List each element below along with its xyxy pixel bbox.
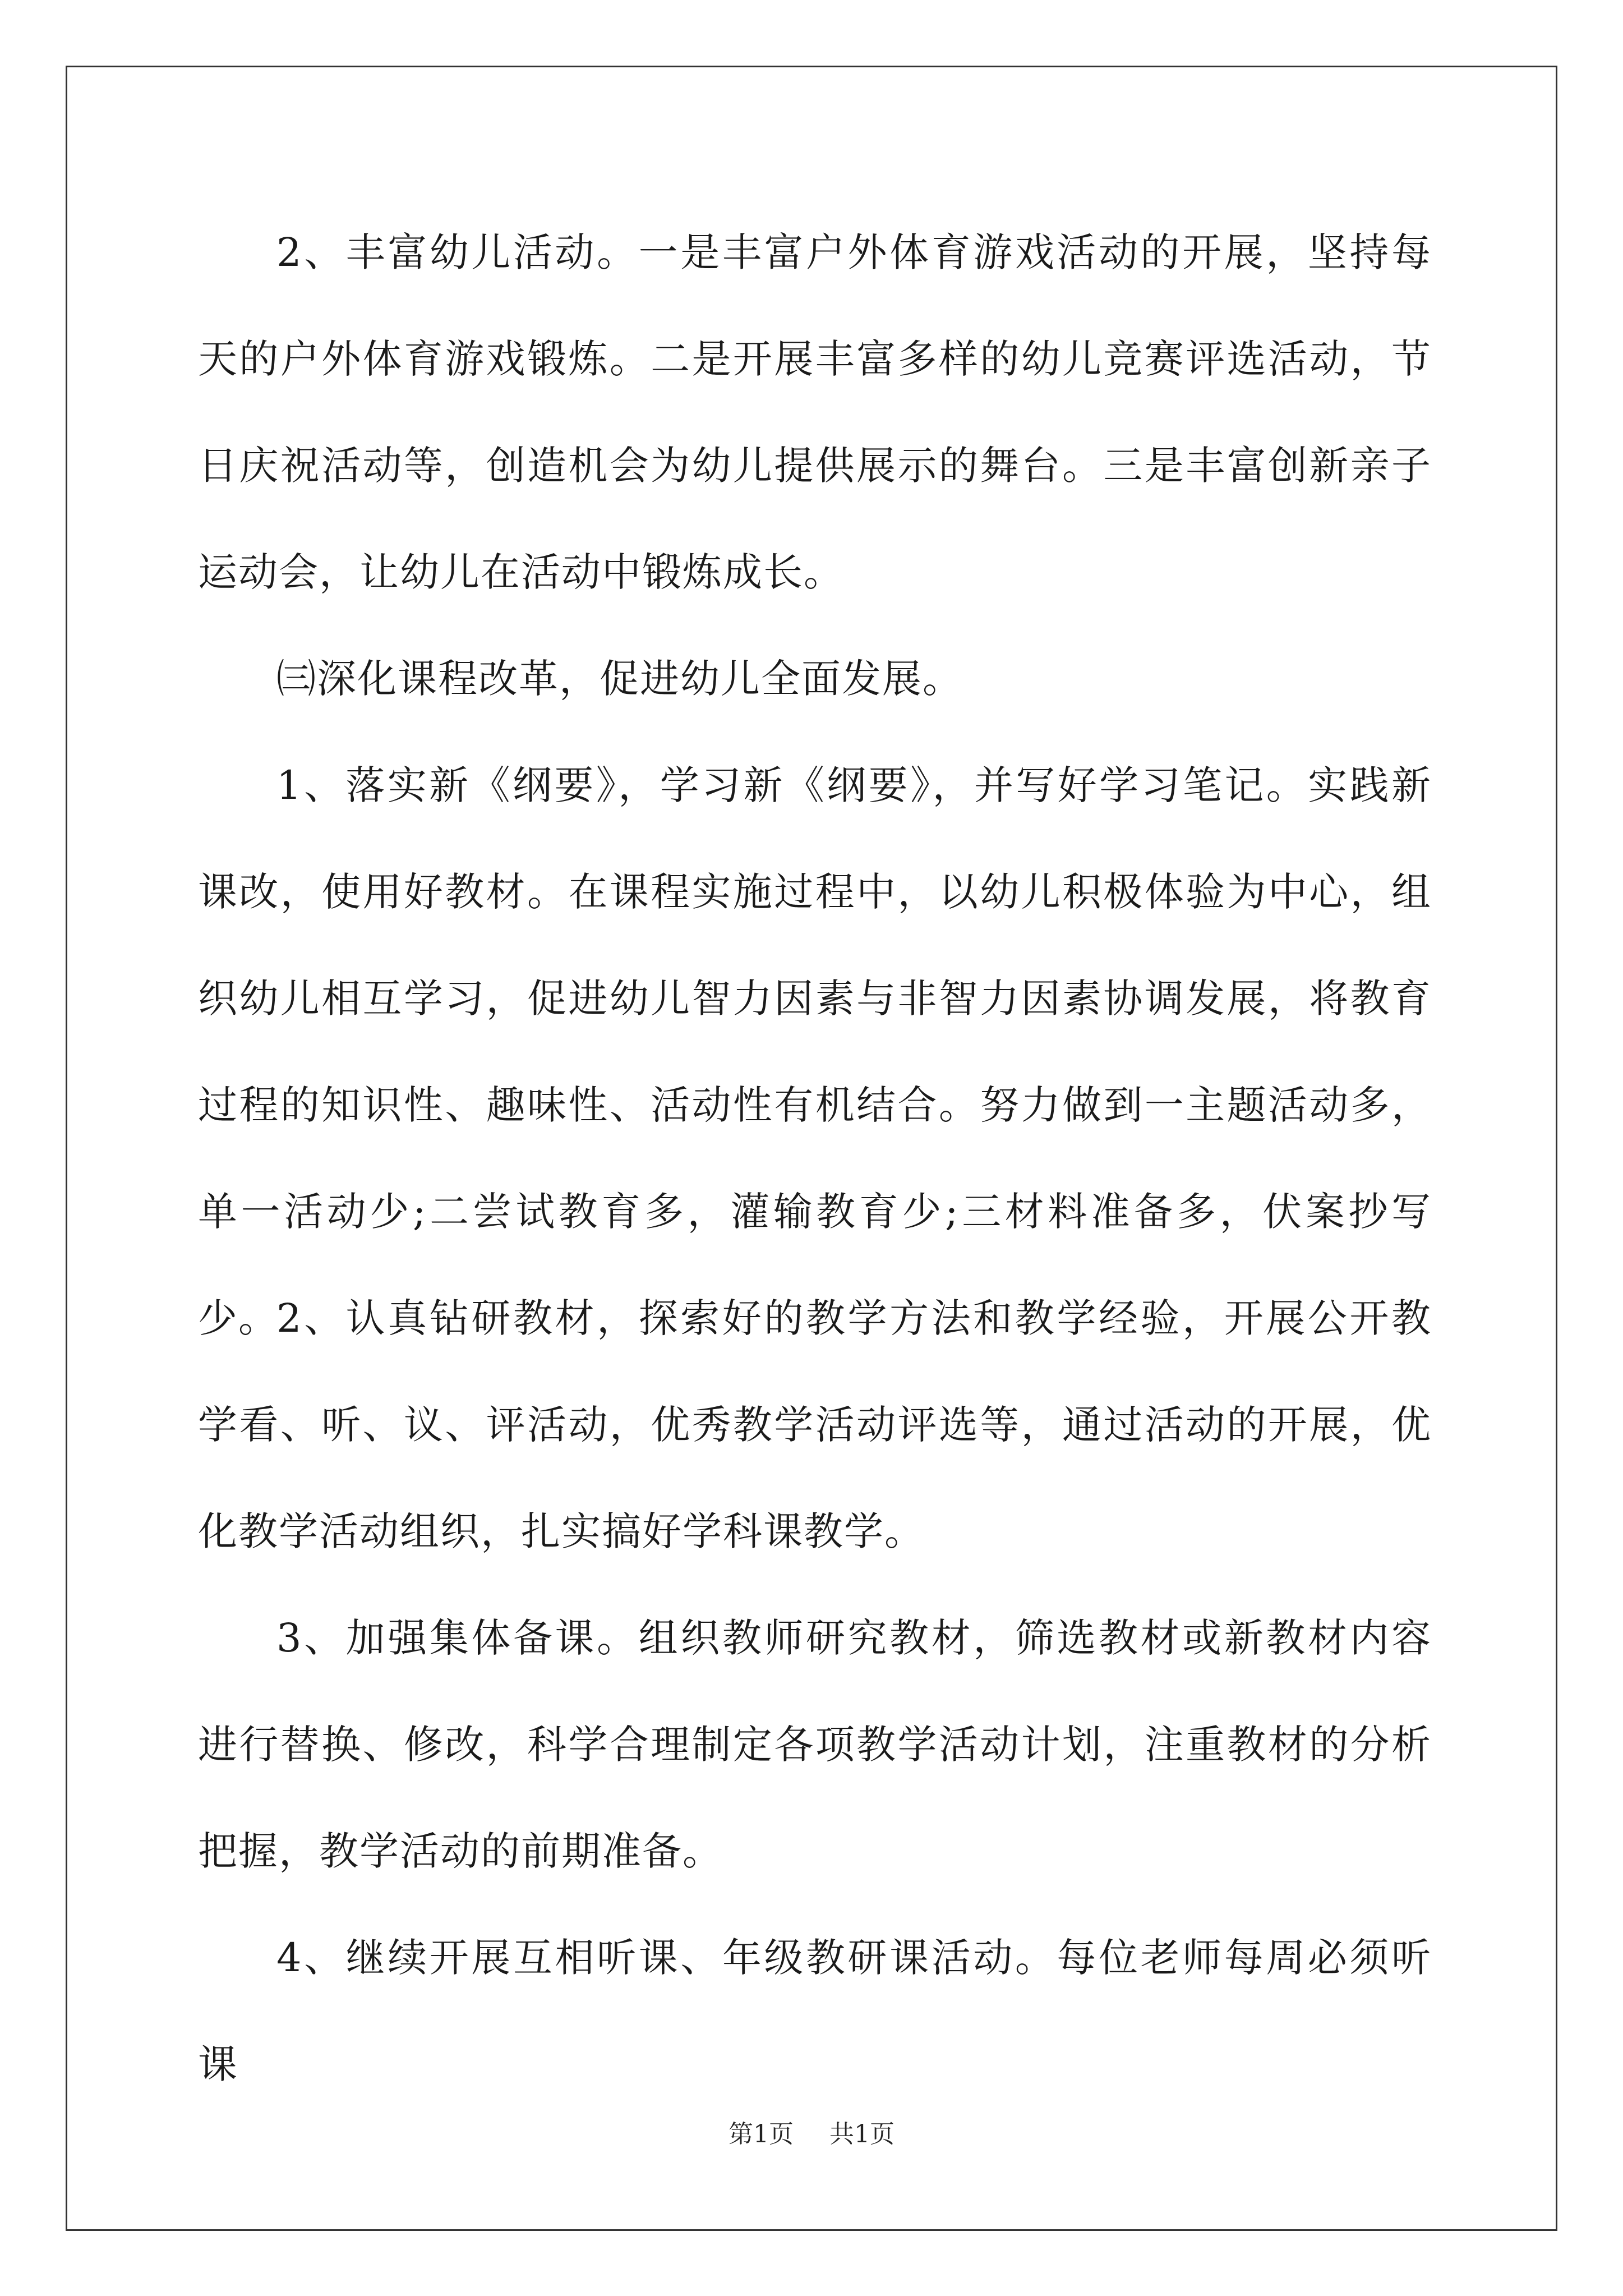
page-number-total: 共1页 <box>829 2120 895 2148</box>
paragraph-6: 4、继续开展互相听课、年级教研课活动。每位老师每周必须听课 <box>198 1935 1432 2087</box>
page-number-current: 第1页 <box>728 2120 794 2148</box>
paragraph-2: ㈢深化课程改革，促进幼儿全面发展。 <box>276 656 963 702</box>
paragraph-4: 2、认真钻研教材，探索好的教学方法和教学经验，开展公开教学看、听、议、评活动，优秀教学活动评选等，通过活动的开展，优化教学活动组织，扎实搞好学科课教学。 <box>198 1295 1432 1554</box>
page-footer <box>0 2118 1623 2151</box>
paragraph-3: 1、落实新《纲要》，学习新《纲要》，并写好学习笔记。实践新课改，使用好教材。在课程实施过程中，以幼儿积极体验为中心，组织幼儿相互学习，促进幼儿智力因素与非智力因素协调发展，将教育过程的知识性、趣味性、活动性有机结合。努力做到一主题活动多，单一活动少;二尝试教育多，灌输教育少;三材料准备多，伏案抄写少。 <box>198 762 1432 1341</box>
paragraph-5: 3、加强集体备课。组织教师研究教材，筛选教材或新教材内容进行替换、修改，科学合理制定各项教学活动计划，注重教材的分析把握，教学活动的前期准备。 <box>198 1615 1432 1874</box>
paragraph-1: 2、丰富幼儿活动。一是丰富户外体育游戏活动的开展，坚持每天的户外体育游戏锻炼。二是开展丰富多样的幼儿竞赛评选活动，节日庆祝活动等，创造机会为幼儿提供展示的舞台。三是丰富创新亲子运动会，让幼儿在活动中锻炼成长。 <box>198 229 1432 595</box>
